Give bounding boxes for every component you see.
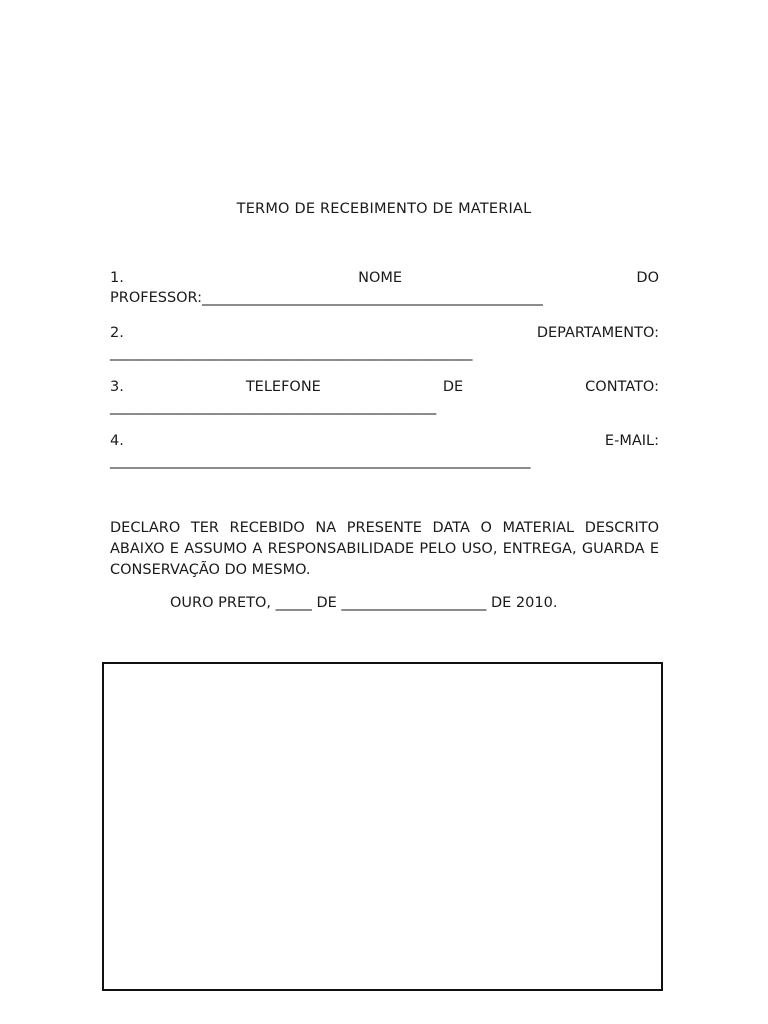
document-title: TERMO DE RECEBIMENTO DE MATERIAL	[236, 201, 532, 217]
declaration-paragraph: DECLARO TER RECEBIDO NA PRESENTE DATA O MATERIAL DESCRITO ABAIXO E ASSUMO A RESPONSABILIDADE PELO USO, ENTREGA, GUARDA E CONSERVAÇÃO DO MESMO.	[110, 520, 659, 578]
field-number: 3.	[110, 379, 124, 395]
field-word: DE	[442, 379, 464, 395]
field-professor-name	[110, 268, 659, 308]
field-blank-line: PROFESSOR:_______________________________________________	[110, 290, 543, 306]
field-number: 2.	[110, 325, 124, 341]
field-word: CONTATO:	[585, 379, 659, 395]
field-blank-line: __________________________________________________	[110, 345, 473, 361]
date-line: OURO PRETO, _____ DE ____________________ DE 2010.	[170, 595, 558, 611]
field-number: 4.	[110, 433, 124, 449]
field-email	[110, 431, 659, 471]
field-contact-phone	[110, 377, 659, 417]
field-blank-line: _____________________________________________	[110, 399, 437, 415]
field-word: NOME	[358, 270, 403, 286]
field-number: 1.	[110, 270, 124, 286]
material-description-box	[102, 662, 663, 991]
field-department	[110, 323, 659, 363]
field-word: E-MAIL:	[604, 433, 659, 449]
field-word: TELEFONE	[245, 379, 321, 395]
field-word: DO	[636, 270, 659, 286]
field-word: DEPARTAMENTO:	[536, 325, 659, 341]
field-blank-line: __________________________________________________________	[110, 453, 531, 469]
